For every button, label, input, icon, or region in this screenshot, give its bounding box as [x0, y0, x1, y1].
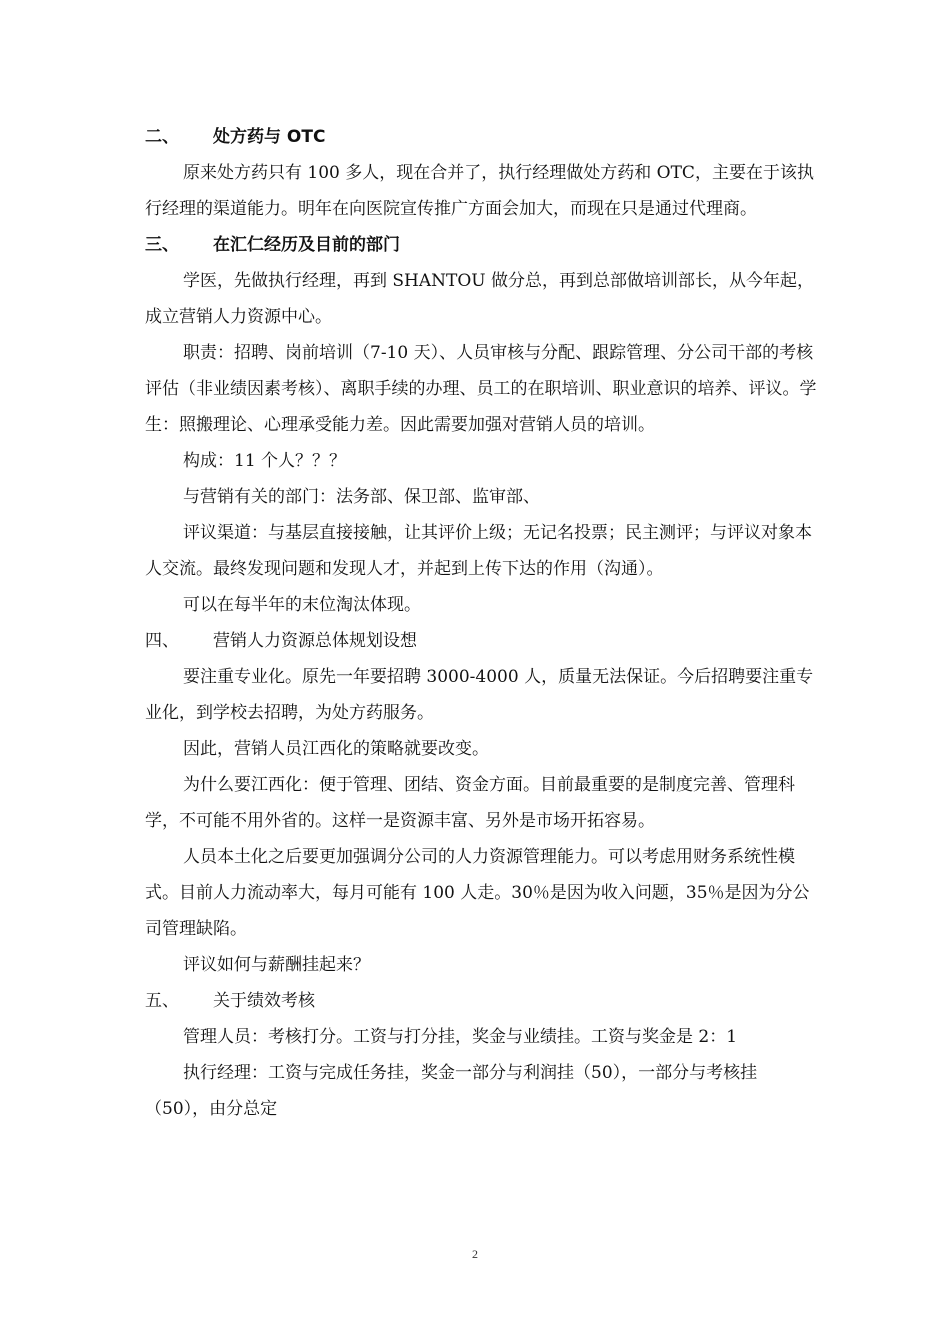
section-heading-3	[145, 227, 817, 263]
section-title: 处方药与 OTC	[213, 127, 326, 147]
paragraph: 可以在每半年的末位淘汰体现。	[183, 595, 421, 615]
section-title: 关于绩效考核	[213, 991, 315, 1011]
paragraph: 人员本土化之后要更加强调分公司的人力资源管理能力。可以考虑用财务系统性模式。目前人力流动率大，每月可能有 100 人走。30％是因为收入问题，35％是因为分公司管理缺陷。	[145, 847, 810, 939]
paragraph: 职责：招聘、岗前培训（7-10 天）、人员审核与分配、跟踪管理、分公司干部的考核评估（非业绩因素考核）、离职手续的办理、员工的在职培训、职业意识的培养、评议。学生：照搬理论、心理承受能力差。因此需要加强对营销人员的培训。	[145, 343, 817, 435]
section-title: 在汇仁经历及目前的部门	[213, 235, 400, 255]
paragraph: 评议如何与薪酬挂起来？	[183, 955, 370, 975]
paragraph: 构成：11 个人？？？	[183, 451, 347, 471]
paragraph: 原来处方药只有 100 多人，现在合并了，执行经理做处方药和 OTC，主要在于该执行经理的渠道能力。明年在向医院宣传推广方面会加大，而现在只是通过代理商。	[145, 163, 814, 219]
section-heading-5	[145, 983, 817, 1019]
page-number: 2	[472, 1247, 478, 1261]
paragraph: 评议渠道：与基层直接接触，让其评价上级；无记名投票；民主测评；与评议对象本人交流。最终发现问题和发现人才，并起到上传下达的作用（沟通）。	[145, 523, 812, 579]
section-heading-4	[145, 623, 817, 659]
paragraph: 管理人员：考核打分。工资与打分挂，奖金与业绩挂。工资与奖金是 2：1	[183, 1027, 738, 1047]
document-body	[145, 119, 817, 1127]
section-number: 四、	[145, 631, 179, 651]
section-number: 三、	[145, 235, 179, 255]
paragraph: 要注重专业化。原先一年要招聘 3000-4000 人，质量无法保证。今后招聘要注重专业化，到学校去招聘，为处方药服务。	[145, 667, 814, 723]
section-title: 营销人力资源总体规划设想	[213, 631, 417, 651]
paragraph: 执行经理：工资与完成任务挂，奖金一部分与利润挂（50），一部分与考核挂（50），由分总定	[145, 1063, 758, 1119]
paragraph: 学医，先做执行经理，再到 SHANTOU 做分总，再到总部做培训部长，从今年起，成立营销人力资源中心。	[145, 271, 815, 327]
paragraph: 为什么要江西化：便于管理、团结、资金方面。目前最重要的是制度完善、管理科学，不可能不用外省的。这样一是资源丰富、另外是市场开拓容易。	[145, 775, 795, 831]
paragraph: 与营销有关的部门：法务部、保卫部、监审部、	[183, 487, 540, 507]
section-number: 二、	[145, 127, 179, 147]
paragraph: 因此，营销人员江西化的策略就要改变。	[183, 739, 489, 759]
section-heading-2	[145, 119, 817, 155]
section-number: 五、	[145, 991, 179, 1011]
